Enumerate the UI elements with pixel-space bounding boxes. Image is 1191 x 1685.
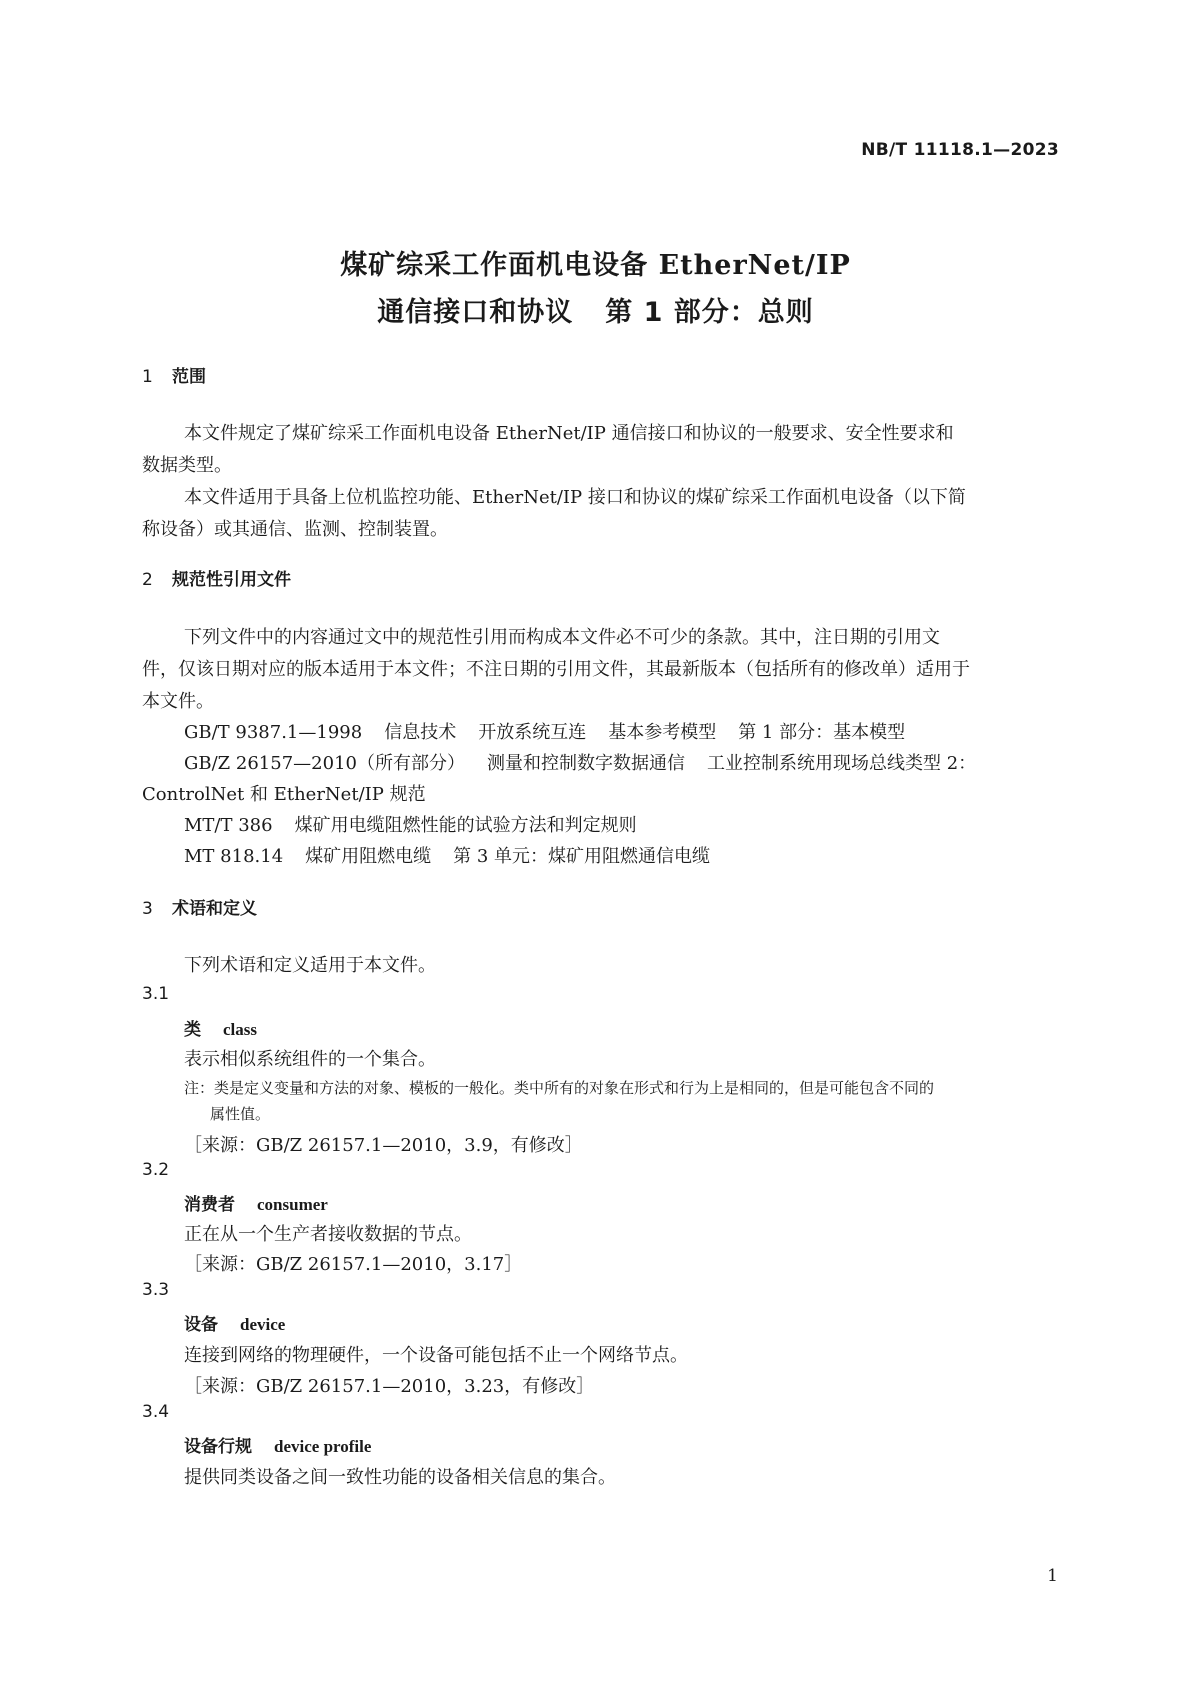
section-number: 1: [142, 367, 153, 387]
section-3-intro: 下列术语和定义适用于本文件。: [184, 955, 436, 976]
reference-code: GB/T 9387.1—1998: [184, 722, 363, 743]
section-2-p1-line1: 下列文件中的内容通过文中的规范性引用而构成本文件必不可少的条款。其中，注日期的引用文: [184, 627, 940, 648]
term-name-en: consumer: [257, 1195, 328, 1214]
term-number: 3.1: [142, 984, 170, 1004]
title-line2-part-a: 通信接口和协议: [377, 297, 574, 328]
document-title-line1: 煤矿综采工作面机电设备 EtherNet/IP: [340, 250, 851, 281]
section-title: 术语和定义: [172, 899, 257, 919]
term-source: ［来源：GB/Z 26157.1—2010，3.17］: [184, 1254, 523, 1275]
reference-title-part: 煤矿用阻燃电缆: [305, 846, 432, 867]
reference-title-part: 开放系统互连: [478, 722, 587, 743]
term-source: ［来源：GB/Z 26157.1—2010，3.9，有修改］: [184, 1135, 583, 1156]
section-1-p1-line1: 本文件规定了煤矿综采工作面机电设备 EtherNet/IP 通信接口和协议的一般要求、安全性要求和: [184, 423, 954, 444]
term-number: 3.3: [142, 1280, 170, 1300]
section-2-p1-line3: 本文件。: [142, 691, 214, 712]
term-name-zh: 设备行规: [184, 1437, 252, 1457]
reference-code: MT 818.14: [184, 846, 284, 867]
term-definition: 提供同类设备之间一致性功能的设备相关信息的集合。: [184, 1467, 616, 1488]
term-name-en: device profile: [274, 1437, 372, 1456]
term-note: [184, 1075, 1064, 1127]
term-note-line1: 注：类是定义变量和方法的对象、模板的一般化。类中所有的对象在形式和行为上是相同的，但是可能包含不同的: [184, 1079, 935, 1097]
section-3-heading: [142, 894, 257, 919]
section-1-p2-line1: 本文件适用于具备上位机监控功能、EtherNet/IP 接口和协议的煤矿综采工作面机电设备（以下简: [184, 487, 966, 508]
reference-title-part: 信息技术: [384, 722, 457, 743]
section-number: 2: [142, 570, 153, 590]
term-name: [184, 1190, 328, 1215]
reference-title-part: 第 1 部分：基本模型: [738, 722, 906, 743]
reference-title-part: 基本参考模型: [608, 722, 717, 743]
section-title: 规范性引用文件: [172, 570, 291, 590]
term-name-zh: 类: [184, 1020, 201, 1040]
term-definition: 正在从一个生产者接收数据的节点。: [184, 1224, 472, 1245]
reference-item: [184, 718, 905, 744]
section-1-heading: [142, 362, 206, 387]
reference-title-part: 工业控制系统用现场总线类型 2：: [706, 753, 977, 774]
term-name: [184, 1310, 285, 1335]
term-definition: 表示相似系统组件的一个集合。: [184, 1049, 436, 1070]
title-line2-part-b: 第 1 部分：总则: [605, 297, 814, 328]
section-title: 范围: [172, 367, 206, 387]
term-name-en: device: [240, 1315, 286, 1334]
reference-item-continuation: ControlNet 和 EtherNet/IP 规范: [142, 784, 426, 805]
reference-item: [184, 749, 976, 775]
section-2-p1-line2: 件，仅该日期对应的版本适用于本文件；不注日期的引用文件，其最新版本（包括所有的修改单）适用于: [142, 659, 970, 680]
reference-code: GB/Z 26157—2010（所有部分）: [184, 753, 465, 774]
term-definition: 连接到网络的物理硬件，一个设备可能包括不止一个网络节点。: [184, 1345, 688, 1366]
term-name: [184, 1432, 371, 1457]
reference-title-part: 煤矿用电缆阻燃性能的试验方法和判定规则: [294, 815, 637, 836]
term-source: ［来源：GB/Z 26157.1—2010，3.23，有修改］: [184, 1376, 595, 1397]
page-number: 1: [1047, 1566, 1058, 1586]
term-name-en: class: [223, 1020, 257, 1039]
document-title-line2: [0, 290, 1191, 329]
section-1-p1-line2: 数据类型。: [142, 455, 232, 476]
term-note-line2: 属性值。: [210, 1105, 271, 1123]
section-number: 3: [142, 899, 153, 919]
reference-title-part: 第 3 单元：煤矿用阻燃通信电缆: [453, 846, 711, 867]
section-2-heading: [142, 565, 291, 590]
term-number: 3.2: [142, 1160, 170, 1180]
term-name-zh: 设备: [184, 1315, 218, 1335]
term-name-zh: 消费者: [184, 1195, 235, 1215]
reference-item: [184, 842, 710, 868]
term-number: 3.4: [142, 1402, 170, 1422]
reference-item: [184, 811, 637, 837]
term-name: [184, 1015, 257, 1040]
reference-code: MT/T 386: [184, 815, 273, 836]
reference-title-part: 测量和控制数字数据通信: [486, 753, 685, 774]
section-1-p2-line2: 称设备）或其通信、监测、控制装置。: [142, 519, 448, 540]
document-code: NB/T 11118.1—2023: [861, 140, 1059, 160]
